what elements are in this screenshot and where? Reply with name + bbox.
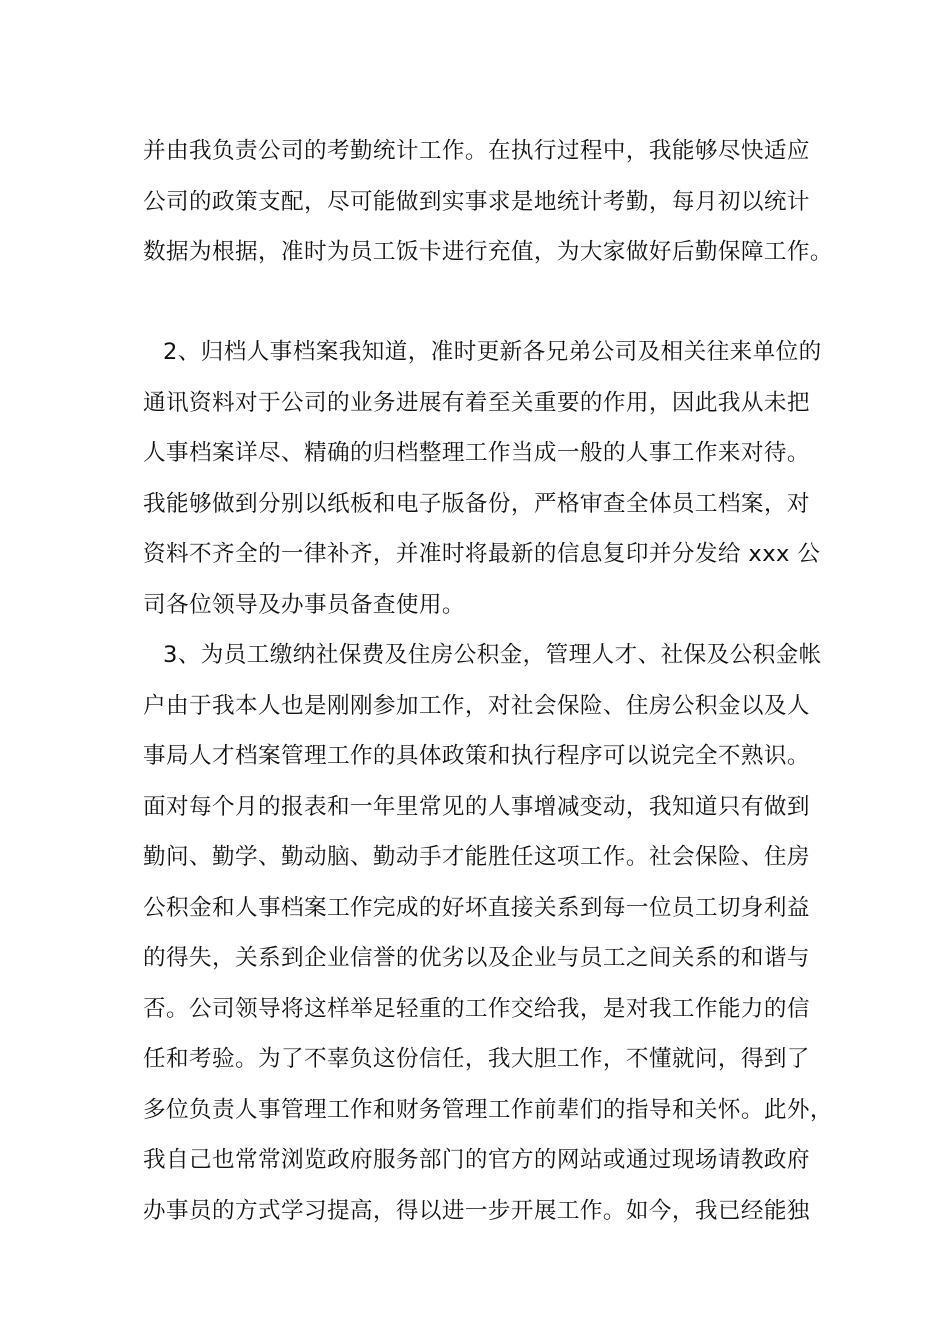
text-line: 任和考验。为了不辜负这份信任，我大胆工作，不懂就问，得到了 xyxy=(143,1046,810,1072)
text-line: 事局人才档案管理工作的具体政策和执行程序可以说完全不熟识。 xyxy=(143,743,810,769)
text-line: 的得失，关系到企业信誉的优劣以及企业与员工之间关系的和谐与 xyxy=(143,945,810,971)
text-line: 2、归档人事档案我知道，准时更新各兄弟公司及相关往来单位的 xyxy=(163,339,822,365)
text-line: 勤问、勤学、勤动脑、勤动手才能胜任这项工作。社会保险、住房 xyxy=(143,844,810,870)
text-line: 通讯资料对于公司的业务进展有着至关重要的作用，因此我从未把 xyxy=(143,389,810,416)
text-line: 并由我负责公司的考勤统计工作。在执行过程中，我能够尽快适应 xyxy=(143,138,810,164)
text-line: 人事档案详尽、精确的归档整理工作当成一般的人事工作来对待。 xyxy=(143,440,810,466)
text-line: 公积金和人事档案工作完成的好坏直接关系到每一位员工切身利益 xyxy=(143,894,810,921)
text-line: 否。公司领导将这样举足轻重的工作交给我，是对我工作能力的信 xyxy=(143,995,810,1022)
text-line: 数据为根据，准时为员工饭卡进行充值，为大家做好后勤保障工作。 xyxy=(143,239,833,265)
text-line: 户由于我本人也是刚刚参加工作，对社会保险、住房公积金以及人 xyxy=(143,692,810,719)
text-line: 资料不齐全的一律补齐，并准时将最新的信息复印并分发给 xxx 公 xyxy=(143,541,821,567)
paragraph-personnel-archives xyxy=(143,327,823,630)
text-line: 我自己也常常浏览政府服务部门的官方的网站或通过现场请教政府 xyxy=(143,1147,810,1173)
text-line: 办事员的方式学习提高，得以进一步开展工作。如今，我已经能独 xyxy=(143,1197,810,1224)
text-line: 公司的政策支配，尽可能做到实事求是地统计考勤，每月初以统计 xyxy=(143,188,810,215)
text-line: 司各位领导及办事员备查使用。 xyxy=(143,591,465,618)
paragraph-attendance xyxy=(143,126,833,278)
text-line: 面对每个月的报表和一年里常见的人事增减变动，我知道只有做到 xyxy=(143,793,810,820)
paragraph-social-security xyxy=(143,630,833,1236)
text-line: 3、为员工缴纳社保费及住房公积金，管理人才、社保及公积金帐 xyxy=(163,642,822,668)
text-line: 我能够做到分别以纸板和电子版备份，严格审查全体员工档案，对 xyxy=(143,490,810,517)
text-line: 多位负责人事管理工作和财务管理工作前辈们的指导和关怀。此外， xyxy=(143,1096,833,1123)
